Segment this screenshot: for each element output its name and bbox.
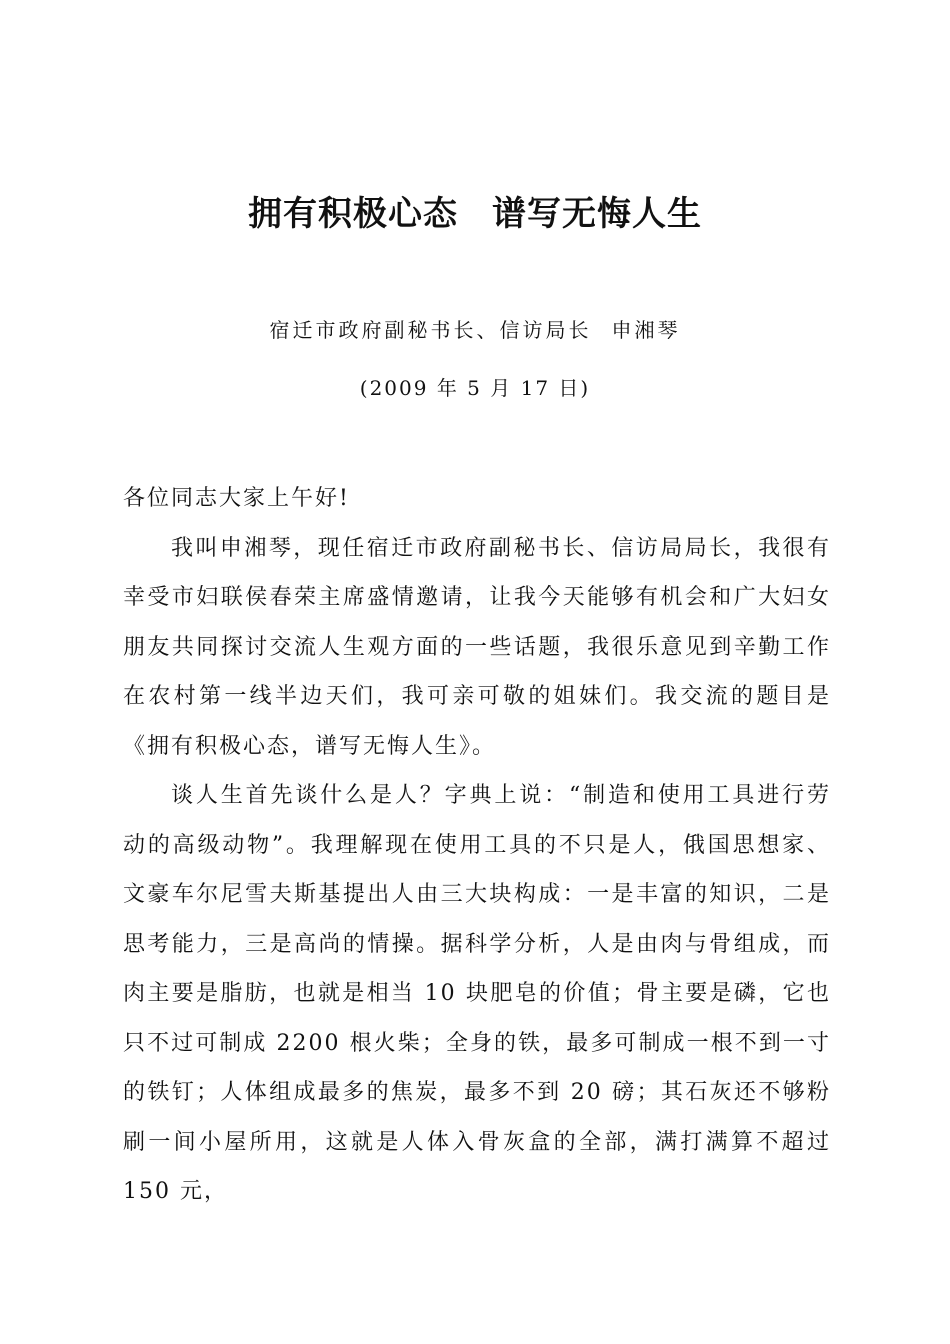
- document-body: [123, 474, 831, 1217]
- document-title: [0, 186, 950, 235]
- title-part-1: 拥有积极心态: [248, 194, 458, 234]
- title-part-2: 谱写无悔人生: [492, 194, 702, 234]
- author-role: 宿迁市政府副秘书长、信访局长: [269, 318, 592, 342]
- paragraph-2: 谈人生首先谈什么是人？字典上说：“制造和使用工具进行劳动的高级动物”。我理解现在使用工具的不只是人，俄国思想家、文豪车尔尼雪夫斯基提出人由三大块构成：一是丰富的知识，二是思考能力，三是高尚的情操。据科学分析，人是由肉与骨组成，而肉主要是脂肪，也就是相当 10 块肥皂的价值；骨主要是磷，它也只不过可制成 2200 根火柴；全身的铁，最多可制成一根不到一寸的铁钉；人体组成最多的焦炭，最多不到 20 磅；其石灰还不够粉刷一间小屋所用，这就是人体入骨灰盒的全部，满打满算不超过 150 元，: [123, 783, 831, 1204]
- paragraph-1: 我叫申湘琴，现任宿迁市政府副秘书长、信访局局长，我很有幸受市妇联侯春荣主席盛情邀请，让我今天能够有机会和广大妇女朋友共同探讨交流人生观方面的一些话题，我很乐意见到辛勤工作在农村第一线半边天们，我可亲可敬的姐妹们。我交流的题目是《拥有积极心态，谱写无悔人生》。: [123, 535, 831, 759]
- greeting: 各位同志大家上午好!: [123, 486, 350, 511]
- author-name: 申湘琴: [611, 318, 681, 342]
- speech-date: (2009 年 5 月 17 日): [359, 376, 591, 400]
- author-byline: [0, 314, 950, 343]
